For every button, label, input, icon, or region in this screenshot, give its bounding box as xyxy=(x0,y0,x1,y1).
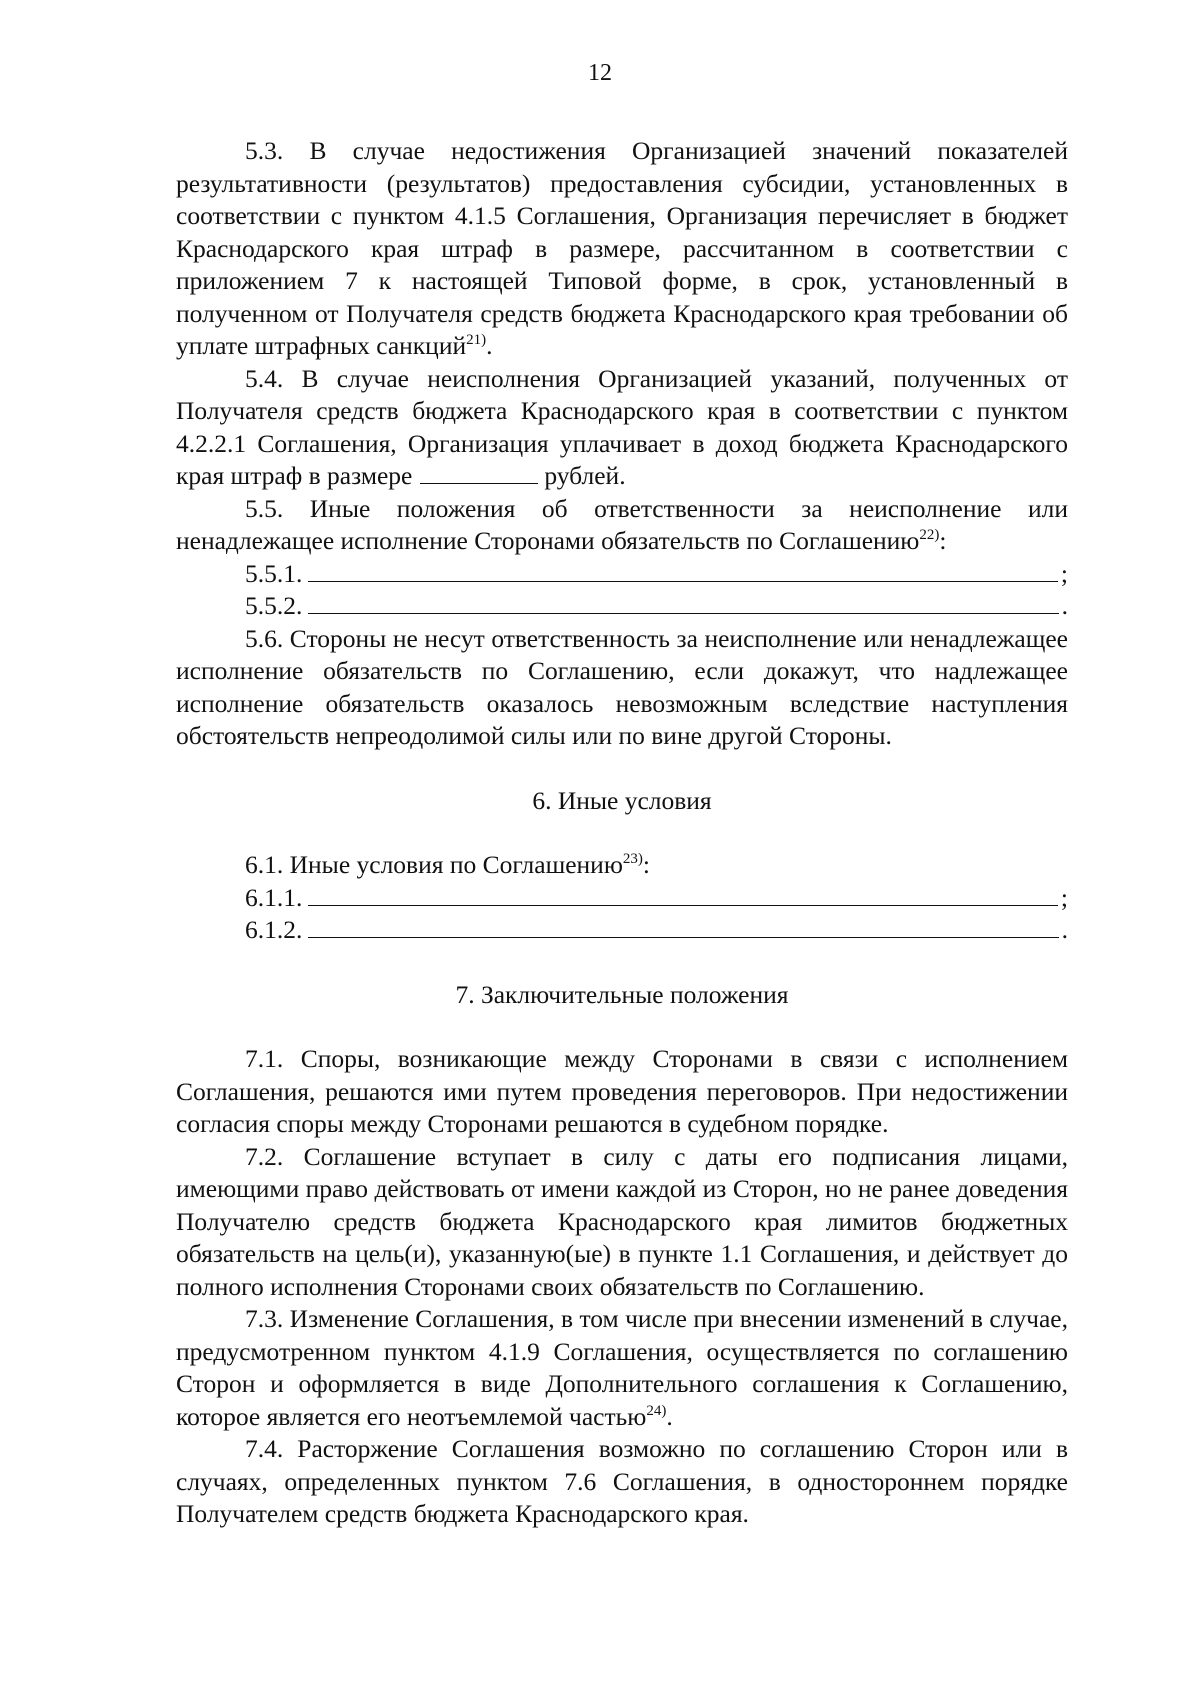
clause-5-5-2-label: 5.5.2. xyxy=(245,591,303,620)
clause-7-1: 7.1. Споры, возникающие между Сторонами в связи с исполнением Соглашения, решаются ими путем проведения переговоров. При недостижении согласия споры между Сторонами решаются в судебном порядке. xyxy=(176,1044,1068,1138)
clause-5-5-1-end: ; xyxy=(1060,558,1068,588)
clause-6-1-1-end: ; xyxy=(1060,882,1068,912)
clause-5-4-text: 5.4. В случае неисполнения Организацией указаний, полученных от Получателя средств бюджета Краснодарского края в соответствии с пунктом 4.2.2.1 Соглашения, Организация уплачивает в доход бюджета Краснодарского края штраф в размере xyxy=(176,363,1068,490)
clause-7-3-end: . xyxy=(666,1401,673,1431)
clause-5-5-1 xyxy=(176,558,1068,591)
clause-5-6: 5.6. Стороны не несут ответственность за неисполнение или ненадлежащее исполнение обязательств по Соглашению, если докажут, что надлежащее исполнение обязательств оказалось невозможным вследствие наступления обстоятельств непреодолимой силы или по вине другой Стороны. xyxy=(176,623,1068,750)
footnote-ref-23: 23) xyxy=(622,851,643,867)
footnote-ref-21: 21) xyxy=(466,332,487,348)
section-6-heading: 6. Иные условия xyxy=(532,785,712,815)
footnote-ref-24: 24) xyxy=(646,1402,667,1419)
clause-5-5-2-blank xyxy=(308,591,1058,614)
clause-5-3-text: 5.3. В случае недостижения Организацией значений показателей результативности (результатов) предоставления субсидии, установленных в соответствии с пунктом 4.1.5 Соглашения, Организация перечисляет в бюджет Краснодарского края штраф в размере, рассчитанном в соответствии с приложением 7 к настоящей Типовой форме, в срок, установленный в полученном от Получателя средств бюджета Краснодарского края требовании об уплате штрафных санкций xyxy=(176,136,1068,360)
spacer xyxy=(176,753,1068,785)
section-7-heading: 7. Заключительные положения xyxy=(455,979,789,1009)
footnote-ref-22: 22) xyxy=(919,527,940,543)
document-body xyxy=(176,135,1068,1531)
clause-7-2: 7.2. Соглашение вступает в силу с даты его подписания лицами, имеющими право действовать от имени каждой из Сторон, но не ранее доведения Получателю средств бюджета Краснодарского края лимитов бюджетных обязательств на цель(и), указанную(ые) в пункте 1.1 Соглашения, и действует до полного исполнения Сторонами своих обязательств по Соглашению. xyxy=(176,1141,1068,1301)
clause-6-1-2-label: 6.1.2. xyxy=(245,915,303,944)
clause-6-1-1 xyxy=(176,882,1068,915)
fine-amount-blank xyxy=(420,463,538,484)
clause-5-3 xyxy=(176,135,1068,363)
spacer xyxy=(176,1011,1068,1043)
clause-6-1-2 xyxy=(176,914,1068,947)
clause-5-5-1-blank xyxy=(308,559,1058,582)
clause-6-1-1-blank xyxy=(308,883,1058,906)
page-number: 12 xyxy=(588,60,612,86)
clause-6-1 xyxy=(176,849,1068,882)
clause-6-1-1-label: 6.1.1. xyxy=(245,882,303,912)
clause-6-1-2-end: . xyxy=(1061,915,1068,944)
clause-5-5 xyxy=(176,493,1068,558)
clause-7-3-text: 7.3. Изменение Соглашения, в том числе при внесении изменений в случае, предусмотренном пунктом 4.1.9 Соглашения, осуществляется по соглашению Сторон и оформляется в виде Дополнительного соглашения к Соглашению, которое является его неотъемлемой частью xyxy=(176,1304,1068,1431)
clause-5-3-end: . xyxy=(486,331,493,360)
clause-5-5-1-label: 5.5.1. xyxy=(245,558,303,588)
spacer xyxy=(176,947,1068,979)
clause-5-5-text: 5.5. Иные положения об ответственности за неисполнение или ненадлежащее исполнение Сторонами обязательств по Соглашению xyxy=(176,493,1068,555)
clause-5-5-end: : xyxy=(939,526,947,555)
clause-5-4-after: рублей. xyxy=(544,461,626,490)
clause-6-1-2-blank xyxy=(308,915,1058,938)
clause-7-3 xyxy=(176,1303,1068,1433)
clause-5-5-2-end: . xyxy=(1061,591,1068,620)
clause-5-4 xyxy=(176,363,1068,493)
spacer xyxy=(176,817,1068,849)
clause-7-4: 7.4. Расторжение Соглашения возможно по соглашению Сторон или в случаях, определенных пунктом 7.6 Соглашения, в одностороннем порядке Получателем средств бюджета Краснодарского края. xyxy=(176,1434,1068,1528)
clause-6-1-text: 6.1. Иные условия по Соглашению xyxy=(245,850,623,879)
clause-6-1-end: : xyxy=(642,850,650,879)
clause-5-5-2 xyxy=(176,590,1068,623)
